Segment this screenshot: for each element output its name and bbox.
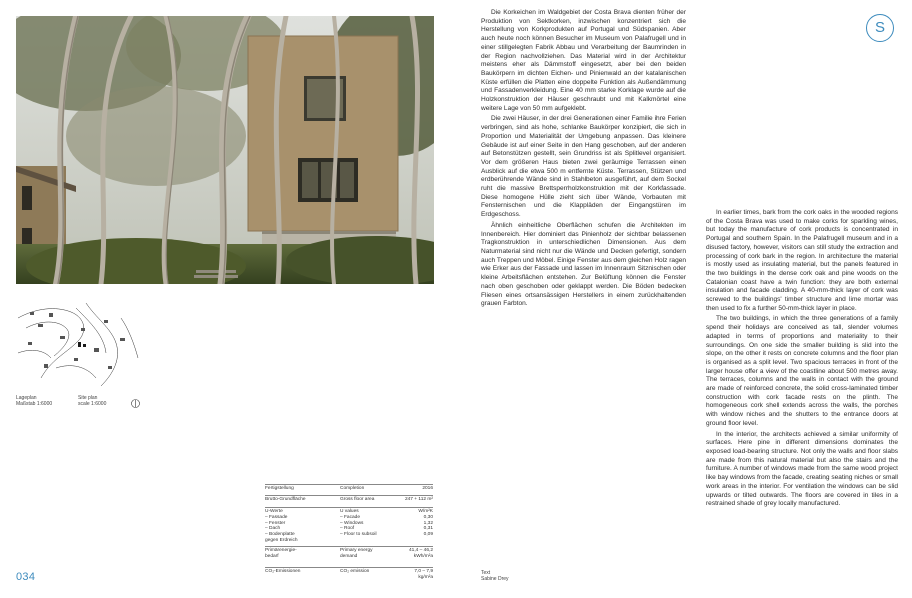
cell-text: Primärenergie- — [265, 548, 297, 553]
table-cell-de — [265, 509, 337, 544]
table-cell-de — [265, 548, 337, 560]
cell-text: demand — [340, 553, 358, 559]
paragraph-de: Ähnlich einheitliche Oberflächen schufen die Architekten im Innenbereich. Hier dominiert das Pinienholz der sichtbar belassenen Tragkonstruktion in unterschiedlichen Dimensionen. Aus dem Naturmaterial sind nicht nur die Wände und Decken gefertigt, sondern auch Treppen und Möbel. Einige Fenster aus dem gleichen Holz ragen wie Erker aus der Fassade und lassen im Innenraum Sitznischen oder kleine Arbeitsflächen entstehen. Zur Belüftung können die Fenster nach oben geschoben oder geklappt werden. Die Böden bedecken Fliesen eines ortsansässigen Herstellers in einem zurückhaltenden grauen Farbton. — [481, 221, 686, 308]
site-plan-caption-en — [78, 395, 106, 407]
cell-text: – Roof — [340, 526, 355, 532]
project-data-table — [265, 484, 433, 582]
cell-text: W/m²K — [418, 509, 433, 514]
house-photo — [16, 16, 434, 284]
table-cell-value — [397, 548, 433, 560]
table-cell-en — [340, 486, 398, 492]
table-cell-en — [340, 548, 398, 560]
cell-text: – Facade — [340, 514, 361, 520]
table-cell-value — [397, 569, 433, 581]
caption-label-en: Site plan — [78, 395, 98, 401]
table-row — [265, 484, 433, 495]
cell-text: 0,30 — [423, 514, 433, 520]
cell-text: – Floor to subsoil — [340, 532, 377, 538]
paragraph-en: In the interior, the architects achieved a similar uniformity of surfaces. Here pine in different dimensions dominates the exposed load-bearing structure. Not only the walls and floor slabs are made from this natural material but also the stairs and the furniture. A number of windows made from the same wood project like bay windows from the facade, creating seating niches or small work areas in the interior. For ventilation the windows can be slid upwards or tilted outwards. The floors are covered in tiles in a restrained shade of grey locally manufactured. — [706, 430, 898, 508]
caption-label-de: Lageplan — [16, 395, 37, 401]
article-text-de — [481, 9, 686, 389]
page-number: 034 — [16, 571, 36, 583]
cell-text: kg/m²a — [418, 574, 433, 580]
cell-text: Fertigstellung — [265, 486, 294, 491]
cell-text: bedarf — [265, 553, 279, 559]
cell-text: – Windows — [340, 520, 364, 526]
credit-label: Text — [481, 570, 491, 576]
table-cell-value — [397, 509, 433, 538]
table-cell-en — [340, 569, 398, 575]
cell-text: – Fassade — [265, 514, 288, 520]
paragraph-en: In earlier times, bark from the cork oaks in the wooded regions of the Costa Brava was used to make corks for sparkling wines, but today the manufacture of cork products is concentrated in Portugal and southern Spain. In the Palafrugell museum and in a disused factory, however, visitors can still study the extraction and processing of cork bark in the region. In architecture the material is mostly used as insulating material, but the panels featured in the two buildings in the dense cork oak and pine woods on the Catalonian coast have a twin function: they are both external insulation and facade cladding. A 40-mm-thick layer of cork was screwed to the buildings' timber structure and lime mortar was then used to fix a further 50-mm-thick layer in place. — [706, 209, 898, 312]
caption-scale-en: scale 1:6000 — [78, 401, 107, 407]
section-badge: S — [866, 14, 894, 42]
caption-scale-de: Maßstab 1:6000 — [16, 401, 53, 407]
paragraph-en: The two buildings, in which the three generations of a family spend their holidays are conceived as tall, slender volumes adapted in terms of proportions and materiality to their surroundings. On one side the smaller building is slid into the slope, on the other it rests on concrete columns and the floor plan is organised as a split level. Two spacious terraces in front of the larger house offer a view of the coastline about 500 metres away. The terraces, columns and the walls in contact with the ground are made of reinforced concrete, the solid cross-laminated timber construction with cork facade rests on the plinth. The homogeneous cork shell extends across the walls, the porches with window niches and the shutters to the entrance doors at ground floor level. — [706, 315, 898, 427]
table-row — [265, 507, 433, 546]
article-text-en — [706, 209, 898, 589]
credit-author: Sabine Drey — [481, 576, 509, 582]
cell-text: 1,32 — [423, 520, 433, 526]
cell-text: kWh/m²a — [413, 553, 433, 559]
paragraph-de: Die Korkeichen im Waldgebiet der Costa Brava dienten früher der Produktion von Sektkorken, inzwischen konzentriert sich die Herstellung von Korkprodukten auf Portugal und Südspanien. Aber auch heute noch können Besucher im Museum von Palafrugell und in einer stillgelegten Fabrik Abbau und Verarbeitung der Baumrinden in der Region nachvollziehen. Das Material wird in der Architektur meistens eher als Dämmstoff eingesetzt, aber bei den beiden Baukörpern im dichten Eichen- und Pinienwald an der katalanischen Küste erfüllen die Platten eine doppelte Funktion als Außendämmung und Fassadenverkleidung. Eine 40 mm starke Korklage wurde auf die Holzkonstruktion der Häuser geschraubt und mit Kalkmörtel eine weitere Lage von 50 mm aufgeklebt. — [481, 9, 686, 112]
author-credit — [481, 570, 509, 582]
table-cell-value — [397, 486, 433, 492]
cell-text: 2016 — [422, 486, 433, 491]
table-cell-value — [397, 497, 433, 503]
cell-text: 41,4 – 46,2 — [408, 548, 433, 553]
table-row — [265, 567, 433, 582]
cell-text: Completion — [340, 486, 365, 491]
cell-text: Gross floor area — [340, 497, 375, 502]
cell-text: 0,09 — [423, 532, 433, 538]
site-plan-caption-de — [16, 395, 52, 407]
cell-text: U values — [340, 509, 359, 514]
cell-text: 7,0 – 7,9 — [414, 569, 433, 574]
cell-text: U-Werte — [265, 509, 283, 514]
cell-text: Brutto-Grundfläche — [265, 497, 306, 502]
table-cell-en — [340, 509, 398, 538]
cell-text: 247 + 112 m² — [404, 497, 433, 502]
cell-text: CO₂-Emissionen — [265, 569, 301, 574]
site-plan-drawing — [16, 298, 141, 390]
cell-text: – Fenster — [265, 520, 286, 526]
cell-text: CO₂ emission — [340, 569, 370, 574]
table-cell-en — [340, 497, 398, 503]
cell-text: – Dach — [265, 526, 281, 532]
cell-text: – Bodenplatte — [265, 532, 295, 538]
table-cell-de — [265, 497, 337, 503]
table-row — [265, 495, 433, 507]
table-cell-de — [265, 486, 337, 492]
table-cell-de — [265, 569, 337, 575]
table-row — [265, 546, 433, 567]
cell-text: 0,31 — [423, 526, 433, 532]
paragraph-de: Die zwei Häuser, in der drei Generationen einer Familie ihre Ferien verbringen, sind als hohe, schlanke Baukörper konzipiert, die sich in Proportion und Materialität der Umgebung anpassen. Das kleinere Gebäude ist auf einer Seite in den Hang geschoben, auf der anderen auf Betonstützen gestellt, sein Grundriss ist als Splitlevel organisiert. Vor dem größeren Haus bieten zwei geräumige Terrassen einen Ausblick auf die etwa 500 m entfernte Küste. Terrassen, Stützen und erdberührende Wände sind in Stahlbeton ausgeführt, auf dem Sockel ruht die massive Brettsperrholzkonstruktion mit der Korkfassade. Diese homogene Hülle zieht sich über Wände, Vorbauten mit Fensternischen und die Klappläden der Eingangstüren im Erdgeschoss. — [481, 115, 686, 219]
cell-text: gegen Erdreich — [265, 537, 298, 543]
cell-text: Primary energy — [340, 548, 373, 553]
north-arrow-icon — [131, 395, 140, 404]
